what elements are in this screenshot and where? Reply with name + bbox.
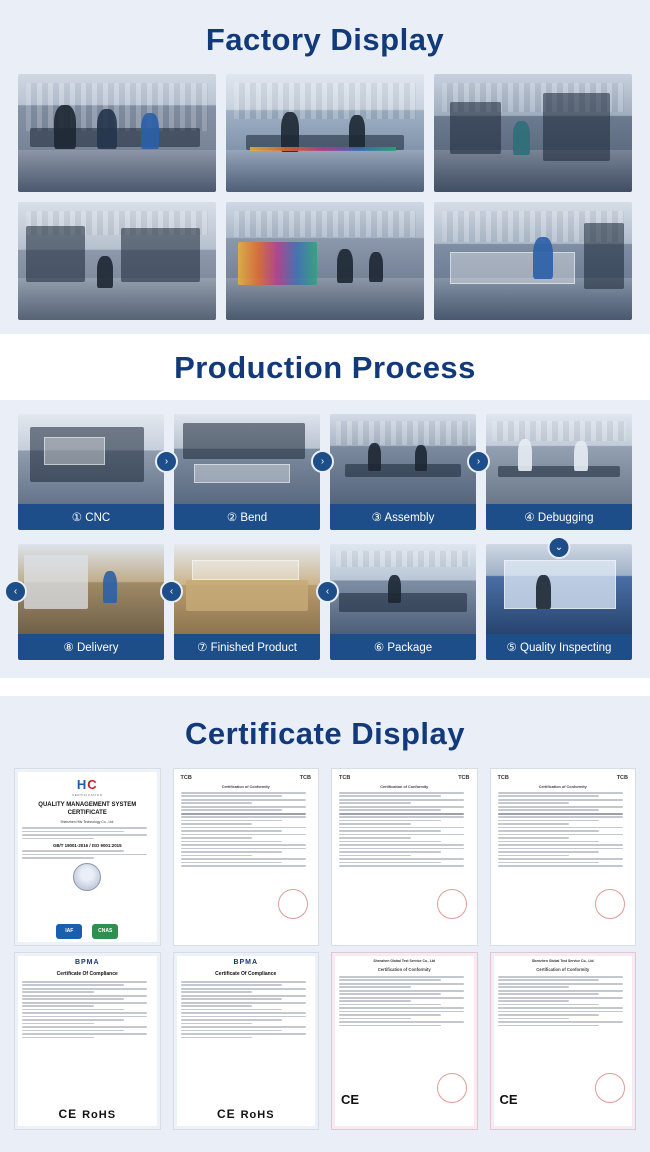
process-arrow-right-2: › <box>311 450 334 473</box>
process-step-debugging-label: ④ Debugging <box>486 504 632 530</box>
process-step-bend-image <box>174 414 320 504</box>
process-step-delivery <box>13 544 164 660</box>
cnas-badge: CNAS <box>92 924 118 939</box>
iso-company-name: Shenzhen Hitv Technology Co., Ltd. <box>60 820 115 825</box>
process-step-finished-product-image <box>174 544 320 634</box>
process-arrow-right-3: › <box>467 450 490 473</box>
process-arrow-left-1: ‹ <box>4 580 27 603</box>
global-stamp-2 <box>595 1073 625 1103</box>
process-step-finished-product-label: ⑦ Finished Product <box>174 634 320 660</box>
tcb-title-3: Certification of Conformity <box>538 785 587 789</box>
ce-rohs-marks-1 <box>15 1107 160 1121</box>
process-step-quality-inspecting <box>486 544 632 660</box>
tcb-body-1 <box>181 792 312 867</box>
tcb-body-2 <box>339 792 470 867</box>
process-step-bend-label: ② Bend <box>174 504 320 530</box>
factory-photo-assembly-line-workers <box>18 74 216 192</box>
factory-photo-clean-room-assembly <box>434 202 632 320</box>
ce-mark-2: CE <box>216 1107 236 1121</box>
iso-seal-emblem <box>73 863 101 891</box>
hc-logo: HC <box>76 777 98 792</box>
ce-body-1 <box>22 981 153 1038</box>
certificate-tcb-1[interactable] <box>173 768 320 946</box>
tcb-stamp-1 <box>278 889 308 919</box>
factory-photo-panel-testing <box>434 74 632 192</box>
bpma-logo-2: BPMA <box>233 959 259 966</box>
certificate-global-1[interactable] <box>331 952 478 1130</box>
process-step-bend <box>174 414 325 530</box>
global-title-2: Certification of Conformity <box>536 967 590 972</box>
rohs-mark-1: RoHS <box>82 1109 117 1121</box>
tcb-logo-right-3: TCB <box>616 775 628 781</box>
process-step-cnc <box>18 414 169 530</box>
global-title-1: Certification of Conformity <box>377 967 431 972</box>
factory-display-title: Factory Display <box>205 22 445 57</box>
tcb-header-2 <box>339 775 470 781</box>
factory-photo-production-line <box>226 74 424 192</box>
certificate-tcb-2[interactable] <box>331 768 478 946</box>
process-step-debugging-image <box>486 414 632 504</box>
bpma-logo-1: BPMA <box>74 959 100 966</box>
factory-photo-grid-row-2 <box>0 202 650 320</box>
tcb-logo-left-3: TCB <box>497 775 509 781</box>
global-stamp-1 <box>437 1073 467 1103</box>
factory-photo-grid-row-1 <box>0 74 650 192</box>
iso-certificate-title: QUALITY MANAGEMENT SYSTEM CERTIFICATE <box>38 802 137 817</box>
process-step-finished-product <box>169 544 320 660</box>
iso-body-lines <box>22 827 153 839</box>
global-body-1 <box>339 976 470 1026</box>
iso-body-lines-2 <box>22 850 153 859</box>
process-step-delivery-image <box>18 544 164 634</box>
tcb-logo-right-2: TCB <box>458 775 470 781</box>
iaf-badge: IAF <box>56 924 82 939</box>
certificate-global-2[interactable] <box>490 952 637 1130</box>
process-step-assembly-image <box>330 414 476 504</box>
global-ce-mark-2: CE <box>499 1092 518 1107</box>
ce-title-2: Certificate Of Compliance <box>215 971 277 977</box>
tcb-stamp-3 <box>595 889 625 919</box>
certificate-display-section <box>0 696 650 1152</box>
process-step-cnc-image <box>18 414 164 504</box>
section-divider <box>0 684 650 696</box>
process-step-debugging <box>486 414 632 553</box>
tcb-header-1 <box>181 775 312 781</box>
ce-mark-1: CE <box>58 1107 78 1121</box>
certificate-grid-row-2 <box>0 952 650 1136</box>
rohs-mark-2: RoHS <box>240 1109 275 1121</box>
iso-standard: GB/T 19001-2016 / ISO 9001:2015 <box>52 843 122 849</box>
process-step-package-image <box>330 544 476 634</box>
process-arrow-left-2: ‹ <box>160 580 183 603</box>
process-arrow-left-3: ‹ <box>316 580 339 603</box>
tcb-title-1: Certification of Conformity <box>221 785 270 789</box>
global-header-1: Shenzhen Global Test Service Co., Ltd <box>373 959 436 963</box>
global-header-2: Shenzhen Global Test Service Co., Ltd <box>531 959 594 963</box>
certificate-tcb-3[interactable] <box>490 768 637 946</box>
production-steps-row-1 <box>18 414 632 553</box>
production-process-band <box>0 400 650 678</box>
iso-accreditation-badges <box>15 924 160 939</box>
factory-display-section <box>0 0 650 334</box>
tcb-logo-left-2: TCB <box>339 775 351 781</box>
ce-body-2 <box>181 981 312 1038</box>
production-steps-row-2 <box>13 544 632 660</box>
hc-logo-subtitle: CERTIFICATION <box>71 793 103 797</box>
ce-title-1: Certificate Of Compliance <box>56 971 118 977</box>
certificate-ce-rohs-2[interactable] <box>173 952 320 1130</box>
tcb-logo-right: TCB <box>299 775 311 781</box>
global-ce-mark-1: CE <box>341 1092 360 1107</box>
certificate-ce-rohs-1[interactable] <box>14 952 161 1130</box>
certificate-grid-row-1 <box>0 768 650 952</box>
process-step-quality-inspecting-label: ⑤ Quality Inspecting <box>486 634 632 660</box>
process-arrow-right-1: › <box>155 450 178 473</box>
production-process-section <box>0 334 650 684</box>
tcb-title-2: Certification of Conformity <box>380 785 429 789</box>
factory-photo-color-calibration <box>226 202 424 320</box>
tcb-body-3 <box>498 792 629 867</box>
process-step-assembly <box>330 414 481 530</box>
process-step-assembly-label: ③ Assembly <box>330 504 476 530</box>
tcb-logo-left: TCB <box>180 775 192 781</box>
global-body-2 <box>498 976 629 1026</box>
certificate-display-title: Certificate Display <box>185 716 465 751</box>
process-step-package <box>325 544 476 660</box>
production-process-title: Production Process <box>174 350 476 385</box>
certificate-iso9001[interactable] <box>14 768 161 946</box>
tcb-header-3 <box>498 775 629 781</box>
tcb-stamp-2 <box>437 889 467 919</box>
process-step-cnc-label: ① CNC <box>18 504 164 530</box>
factory-photo-warehouse-racks <box>18 202 216 320</box>
process-step-delivery-label: ⑧ Delivery <box>18 634 164 660</box>
ce-rohs-marks-2 <box>174 1107 319 1121</box>
process-arrow-down: ⌄ <box>548 536 571 559</box>
process-step-package-label: ⑥ Package <box>330 634 476 660</box>
